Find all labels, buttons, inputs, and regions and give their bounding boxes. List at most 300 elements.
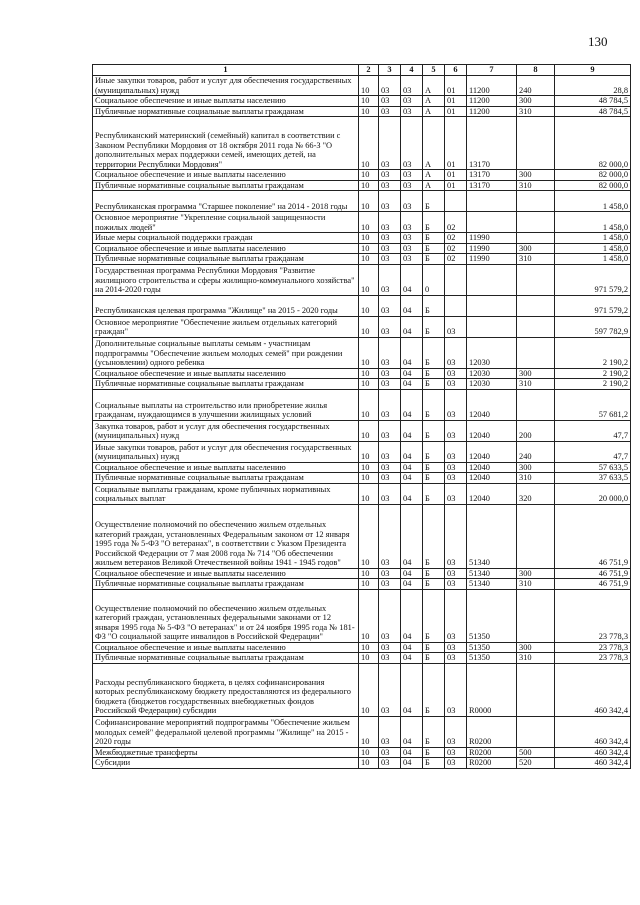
cell-program: 03	[401, 117, 423, 170]
cell-activity: 03	[445, 389, 467, 420]
cell-expense-code: R0200	[467, 716, 517, 747]
cell-amount: 28,8	[555, 76, 631, 96]
cell-expense-code: R0000	[467, 663, 517, 716]
cell-program: 04	[401, 441, 423, 462]
cell-description: Иные закупки товаров, работ и услуг для обеспечения государственных (муниципальных) нужд	[93, 76, 359, 96]
cell-amount: 20 000,0	[555, 483, 631, 504]
cell-amount: 2 190,2	[555, 337, 631, 368]
cell-program: 04	[401, 295, 423, 316]
cell-section: 10	[359, 264, 379, 295]
table-row	[93, 117, 631, 170]
table-row	[93, 653, 631, 664]
cell-program: 04	[401, 462, 423, 473]
cell-section: 10	[359, 180, 379, 191]
cell-type-code	[517, 504, 555, 568]
cell-description: Публичные нормативные социальные выплаты гражданам	[93, 579, 359, 590]
cell-subsection: 03	[379, 337, 401, 368]
table-row	[93, 243, 631, 254]
cell-section: 10	[359, 473, 379, 484]
cell-section: 10	[359, 233, 379, 244]
table-row	[93, 170, 631, 181]
cell-section: 10	[359, 243, 379, 254]
table-row	[93, 389, 631, 420]
cell-amount: 971 579,2	[555, 264, 631, 295]
cell-type-code: 200	[517, 420, 555, 441]
cell-subprogram: Б	[423, 747, 445, 758]
cell-description: Республиканская целевая программа "Жилище" на 2015 - 2020 годы	[93, 295, 359, 316]
cell-amount: 1 458,0	[555, 233, 631, 244]
cell-subprogram: Б	[423, 589, 445, 642]
cell-description: Социальные выплаты на строительство или приобретение жилья гражданам, нуждающимся в улучшении жилищных условий	[93, 389, 359, 420]
cell-type-code	[517, 295, 555, 316]
cell-description: Социальное обеспечение и иные выплаты населению	[93, 368, 359, 379]
cell-amount: 57 681,2	[555, 389, 631, 420]
cell-subsection: 03	[379, 758, 401, 769]
cell-section: 10	[359, 663, 379, 716]
cell-subprogram: Б	[423, 379, 445, 390]
table-row	[93, 758, 631, 769]
table-row	[93, 579, 631, 590]
cell-subprogram: Б	[423, 368, 445, 379]
cell-expense-code: 11990	[467, 243, 517, 254]
cell-expense-code: 12040	[467, 473, 517, 484]
cell-subsection: 03	[379, 579, 401, 590]
cell-description: Республиканская программа "Старшее поколение" на 2014 - 2018 годы	[93, 191, 359, 212]
cell-section: 10	[359, 368, 379, 379]
cell-program: 04	[401, 389, 423, 420]
cell-program: 04	[401, 589, 423, 642]
cell-amount: 47,7	[555, 441, 631, 462]
cell-program: 03	[401, 191, 423, 212]
cell-description: Публичные нормативные социальные выплаты гражданам	[93, 180, 359, 191]
cell-subprogram: Б	[423, 483, 445, 504]
cell-expense-code: 12040	[467, 441, 517, 462]
cell-description: Основное мероприятие "Обеспечение жильем отдельных категорий граждан"	[93, 316, 359, 337]
cell-description: Осуществление полномочий по обеспечению жильем отдельных категорий граждан, установленных Федеральным законом от 12 января 1995 года № 5-ФЗ "О ветеранах", в соответствии с Указом Президента Российской Федерации от 7 мая 2008 года № 714 "Об обеспечении жильем ветеранов Великой Отечественной войны 1941 - 1945 годов"	[93, 504, 359, 568]
cell-section: 10	[359, 420, 379, 441]
cell-type-code: 310	[517, 579, 555, 590]
header-cell-9: 9	[555, 65, 631, 76]
cell-program: 04	[401, 368, 423, 379]
cell-program: 03	[401, 76, 423, 96]
cell-activity: 03	[445, 462, 467, 473]
table-row	[93, 212, 631, 233]
cell-expense-code: 13170	[467, 180, 517, 191]
cell-activity: 01	[445, 96, 467, 107]
cell-expense-code: 51350	[467, 589, 517, 642]
cell-section: 10	[359, 441, 379, 462]
table-row	[93, 233, 631, 244]
cell-subprogram: Б	[423, 758, 445, 769]
cell-type-code	[517, 316, 555, 337]
cell-amount: 47,7	[555, 420, 631, 441]
cell-subsection: 03	[379, 117, 401, 170]
cell-type-code	[517, 337, 555, 368]
cell-type-code: 310	[517, 254, 555, 265]
cell-type-code	[517, 663, 555, 716]
cell-subsection: 03	[379, 76, 401, 96]
cell-amount: 46 751,9	[555, 579, 631, 590]
cell-section: 10	[359, 568, 379, 579]
cell-activity: 01	[445, 180, 467, 191]
cell-subprogram: Б	[423, 579, 445, 590]
cell-program: 04	[401, 663, 423, 716]
cell-subsection: 03	[379, 589, 401, 642]
cell-activity: 01	[445, 170, 467, 181]
cell-section: 10	[359, 254, 379, 265]
cell-type-code	[517, 212, 555, 233]
table-row	[93, 96, 631, 107]
cell-subsection: 03	[379, 663, 401, 716]
cell-activity: 03	[445, 420, 467, 441]
cell-expense-code	[467, 264, 517, 295]
table-row	[93, 716, 631, 747]
cell-subsection: 03	[379, 483, 401, 504]
cell-program: 03	[401, 254, 423, 265]
cell-amount: 23 778,3	[555, 642, 631, 653]
cell-subprogram: Б	[423, 337, 445, 368]
cell-expense-code: 12040	[467, 389, 517, 420]
cell-program: 04	[401, 504, 423, 568]
cell-type-code	[517, 233, 555, 244]
cell-amount: 82 000,0	[555, 170, 631, 181]
table-row	[93, 316, 631, 337]
cell-expense-code: 13170	[467, 170, 517, 181]
cell-description: Социальное обеспечение и иные выплаты населению	[93, 462, 359, 473]
cell-subsection: 03	[379, 180, 401, 191]
cell-amount: 48 784,5	[555, 96, 631, 107]
table-row	[93, 379, 631, 390]
cell-type-code: 300	[517, 170, 555, 181]
header-cell-5: 5	[423, 65, 445, 76]
table-row	[93, 337, 631, 368]
cell-program: 04	[401, 316, 423, 337]
table-row	[93, 504, 631, 568]
cell-description: Закупка товаров, работ и услуг для обеспечения государственных (муниципальных) нужд	[93, 420, 359, 441]
cell-type-code: 300	[517, 96, 555, 107]
cell-program: 03	[401, 170, 423, 181]
cell-expense-code: 12030	[467, 368, 517, 379]
cell-activity: 03	[445, 589, 467, 642]
cell-subprogram: Б	[423, 568, 445, 579]
cell-program: 04	[401, 483, 423, 504]
cell-activity	[445, 295, 467, 316]
cell-subsection: 03	[379, 170, 401, 181]
cell-description: Осуществление полномочий по обеспечению жильем отдельных категорий граждан, установленных федеральными законами от 12 января 1995 года № 5-ФЗ "О ветеранах" и от 24 ноября 1995 года № 181-ФЗ "О социальной защите инвалидов в Российской Федерации"	[93, 589, 359, 642]
cell-amount: 1 458,0	[555, 212, 631, 233]
cell-amount: 971 579,2	[555, 295, 631, 316]
cell-subsection: 03	[379, 243, 401, 254]
cell-activity: 03	[445, 337, 467, 368]
cell-description: Публичные нормативные социальные выплаты гражданам	[93, 254, 359, 265]
cell-description: Социальное обеспечение и иные выплаты населению	[93, 96, 359, 107]
cell-subprogram: Б	[423, 316, 445, 337]
cell-amount: 460 342,4	[555, 716, 631, 747]
cell-section: 10	[359, 758, 379, 769]
cell-description: Социальное обеспечение и иные выплаты населению	[93, 642, 359, 653]
cell-type-code	[517, 191, 555, 212]
cell-section: 10	[359, 579, 379, 590]
cell-subprogram: Б	[423, 254, 445, 265]
cell-type-code	[517, 117, 555, 170]
cell-subprogram: Б	[423, 462, 445, 473]
cell-activity	[445, 191, 467, 212]
table-row	[93, 747, 631, 758]
table-row	[93, 191, 631, 212]
cell-amount: 2 190,2	[555, 368, 631, 379]
cell-amount: 82 000,0	[555, 180, 631, 191]
cell-section: 10	[359, 389, 379, 420]
cell-amount: 460 342,4	[555, 758, 631, 769]
cell-expense-code	[467, 212, 517, 233]
header-cell-1: 1	[93, 65, 359, 76]
table-row	[93, 642, 631, 653]
cell-subprogram: Б	[423, 191, 445, 212]
cell-activity: 03	[445, 368, 467, 379]
cell-type-code: 310	[517, 473, 555, 484]
cell-section: 10	[359, 483, 379, 504]
cell-amount: 37 633,5	[555, 473, 631, 484]
cell-activity: 03	[445, 441, 467, 462]
cell-subsection: 03	[379, 747, 401, 758]
cell-subsection: 03	[379, 233, 401, 244]
cell-amount: 1 458,0	[555, 254, 631, 265]
cell-expense-code: 11200	[467, 106, 517, 117]
header-cell-2: 2	[359, 65, 379, 76]
cell-expense-code: 11990	[467, 254, 517, 265]
cell-program: 04	[401, 420, 423, 441]
cell-expense-code: 12030	[467, 337, 517, 368]
cell-section: 10	[359, 76, 379, 96]
cell-subprogram: А	[423, 117, 445, 170]
cell-section: 10	[359, 96, 379, 107]
cell-type-code: 300	[517, 642, 555, 653]
table-row	[93, 254, 631, 265]
cell-activity: 02	[445, 233, 467, 244]
cell-section: 10	[359, 170, 379, 181]
cell-type-code: 240	[517, 76, 555, 96]
cell-subsection: 03	[379, 441, 401, 462]
cell-description: Расходы республиканского бюджета, в целях софинансирования которых республиканскому бюджету предоставляются из федерального бюджета (бюджетов государственных внебюджетных фондов Российской Федерации) субсидии	[93, 663, 359, 716]
header-cell-8: 8	[517, 65, 555, 76]
cell-section: 10	[359, 212, 379, 233]
cell-amount: 23 778,3	[555, 653, 631, 664]
cell-subprogram: Б	[423, 504, 445, 568]
cell-type-code: 310	[517, 379, 555, 390]
cell-description: Основное мероприятие "Укрепление социальной защищенности пожилых людей"	[93, 212, 359, 233]
cell-description: Публичные нормативные социальные выплаты гражданам	[93, 473, 359, 484]
cell-subsection: 03	[379, 96, 401, 107]
cell-subprogram: Б	[423, 441, 445, 462]
cell-subsection: 03	[379, 264, 401, 295]
cell-expense-code: 13170	[467, 117, 517, 170]
cell-activity: 01	[445, 117, 467, 170]
cell-program: 04	[401, 579, 423, 590]
cell-activity: 02	[445, 254, 467, 265]
cell-subprogram: Б	[423, 473, 445, 484]
cell-description: Публичные нормативные социальные выплаты гражданам	[93, 653, 359, 664]
cell-activity: 03	[445, 653, 467, 664]
table-row	[93, 663, 631, 716]
cell-subsection: 03	[379, 368, 401, 379]
table-row	[93, 462, 631, 473]
cell-type-code: 310	[517, 106, 555, 117]
cell-activity: 03	[445, 379, 467, 390]
cell-expense-code: R0200	[467, 747, 517, 758]
cell-type-code	[517, 389, 555, 420]
cell-type-code: 300	[517, 368, 555, 379]
cell-subsection: 03	[379, 473, 401, 484]
cell-subsection: 03	[379, 212, 401, 233]
cell-expense-code	[467, 316, 517, 337]
cell-description: Публичные нормативные социальные выплаты гражданам	[93, 106, 359, 117]
cell-description: Софинансирование мероприятий подпрограммы "Обеспечение жильем молодых семей" федеральной целевой программы "Жилище" на 2015 - 2020 годы	[93, 716, 359, 747]
cell-section: 10	[359, 379, 379, 390]
cell-type-code: 520	[517, 758, 555, 769]
cell-expense-code: 51340	[467, 579, 517, 590]
cell-activity: 03	[445, 716, 467, 747]
cell-amount: 48 784,5	[555, 106, 631, 117]
cell-subsection: 03	[379, 420, 401, 441]
table-row	[93, 76, 631, 96]
cell-program: 03	[401, 212, 423, 233]
cell-amount: 82 000,0	[555, 117, 631, 170]
cell-section: 10	[359, 642, 379, 653]
cell-expense-code: 11200	[467, 96, 517, 107]
cell-subprogram: Б	[423, 295, 445, 316]
header-cell-4: 4	[401, 65, 423, 76]
cell-amount: 1 458,0	[555, 191, 631, 212]
cell-type-code: 240	[517, 441, 555, 462]
cell-program: 04	[401, 642, 423, 653]
cell-activity: 01	[445, 76, 467, 96]
cell-program: 04	[401, 747, 423, 758]
cell-subsection: 03	[379, 653, 401, 664]
cell-description: Субсидии	[93, 758, 359, 769]
cell-expense-code: 12030	[467, 379, 517, 390]
cell-activity: 03	[445, 483, 467, 504]
cell-subprogram: А	[423, 170, 445, 181]
cell-subsection: 03	[379, 642, 401, 653]
cell-type-code: 500	[517, 747, 555, 758]
cell-section: 10	[359, 106, 379, 117]
cell-section: 10	[359, 462, 379, 473]
cell-amount: 460 342,4	[555, 663, 631, 716]
cell-subsection: 03	[379, 316, 401, 337]
cell-section: 10	[359, 191, 379, 212]
cell-program: 03	[401, 233, 423, 244]
table-row	[93, 441, 631, 462]
cell-activity: 03	[445, 758, 467, 769]
table-row	[93, 420, 631, 441]
cell-program: 04	[401, 568, 423, 579]
cell-type-code: 300	[517, 462, 555, 473]
cell-section: 10	[359, 589, 379, 642]
table-row	[93, 568, 631, 579]
cell-subsection: 03	[379, 295, 401, 316]
table-row	[93, 368, 631, 379]
cell-program: 03	[401, 96, 423, 107]
cell-expense-code: 11200	[467, 76, 517, 96]
cell-activity: 03	[445, 579, 467, 590]
cell-amount: 460 342,4	[555, 747, 631, 758]
cell-subprogram: А	[423, 76, 445, 96]
cell-description: Социальное обеспечение и иные выплаты населению	[93, 170, 359, 181]
cell-type-code	[517, 264, 555, 295]
cell-activity: 03	[445, 473, 467, 484]
cell-section: 10	[359, 716, 379, 747]
cell-activity: 03	[445, 504, 467, 568]
cell-program: 04	[401, 337, 423, 368]
cell-subprogram: Б	[423, 420, 445, 441]
cell-activity: 03	[445, 642, 467, 653]
table-row	[93, 589, 631, 642]
cell-subsection: 03	[379, 389, 401, 420]
cell-subprogram: Б	[423, 642, 445, 653]
cell-activity	[445, 264, 467, 295]
cell-description: Социальное обеспечение и иные выплаты населению	[93, 568, 359, 579]
cell-activity: 03	[445, 568, 467, 579]
cell-program: 04	[401, 379, 423, 390]
cell-amount: 46 751,9	[555, 504, 631, 568]
cell-expense-code: R0200	[467, 758, 517, 769]
cell-subprogram: Б	[423, 212, 445, 233]
cell-type-code: 300	[517, 568, 555, 579]
cell-amount: 597 782,9	[555, 316, 631, 337]
cell-subprogram: Б	[423, 663, 445, 716]
cell-description: Республиканский материнский (семейный) капитал в соответствии с Законом Республики Мордовия от 18 октября 2011 года № 66-З "О дополнительных мерах поддержки семей, имеющих детей, на территории Республики Мордовия"	[93, 117, 359, 170]
cell-activity: 03	[445, 747, 467, 758]
cell-description: Публичные нормативные социальные выплаты гражданам	[93, 379, 359, 390]
cell-subprogram: А	[423, 180, 445, 191]
cell-type-code: 310	[517, 653, 555, 664]
cell-type-code	[517, 589, 555, 642]
cell-section: 10	[359, 117, 379, 170]
cell-amount: 1 458,0	[555, 243, 631, 254]
cell-expense-code: 12040	[467, 420, 517, 441]
cell-description: Иные меры социальной поддержки граждан	[93, 233, 359, 244]
header-cell-3: 3	[379, 65, 401, 76]
table-row	[93, 264, 631, 295]
cell-section: 10	[359, 295, 379, 316]
cell-activity: 03	[445, 663, 467, 716]
cell-amount: 2 190,2	[555, 379, 631, 390]
budget-table	[92, 64, 631, 769]
cell-program: 04	[401, 653, 423, 664]
cell-section: 10	[359, 653, 379, 664]
cell-program: 04	[401, 264, 423, 295]
cell-description: Дополнительные социальные выплаты семьям - участницам подпрограммы "Обеспечение жильем молодых семей" при рождении (усыновлении) одного ребенка	[93, 337, 359, 368]
table-row	[93, 295, 631, 316]
cell-expense-code: 51350	[467, 642, 517, 653]
cell-subsection: 03	[379, 504, 401, 568]
table-row	[93, 106, 631, 117]
cell-expense-code: 51340	[467, 568, 517, 579]
page-number: 130	[588, 34, 608, 49]
cell-subprogram: Б	[423, 716, 445, 747]
cell-section: 10	[359, 747, 379, 758]
cell-type-code: 300	[517, 243, 555, 254]
header-cell-6: 6	[445, 65, 467, 76]
cell-subprogram: Б	[423, 233, 445, 244]
cell-subsection: 03	[379, 191, 401, 212]
cell-subsection: 03	[379, 254, 401, 265]
cell-program: 03	[401, 180, 423, 191]
cell-expense-code: 12040	[467, 483, 517, 504]
cell-program: 03	[401, 243, 423, 254]
cell-amount: 46 751,9	[555, 568, 631, 579]
header-cell-7: 7	[467, 65, 517, 76]
